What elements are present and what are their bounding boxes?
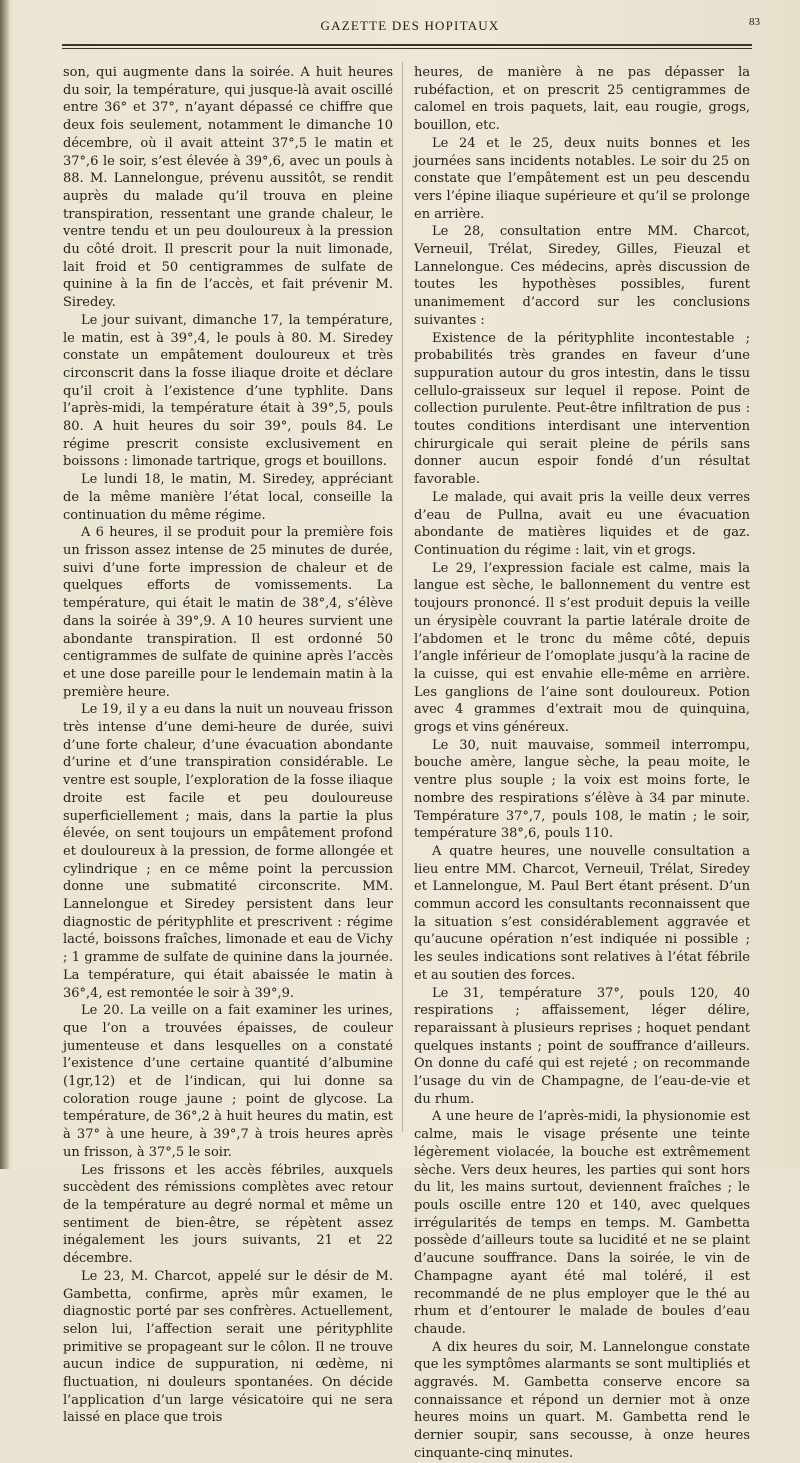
binding-edge	[0, 0, 10, 1169]
paragraph: A quatre heures, une nouvelle consultation a lieu entre MM. Charcot, Verneuil, Trélat, Siredey et Lannelongue, M. Paul Bert étant présent. D’un commun accord les consultants reconnaissent que la situation s’est considérablement aggravée et qu’aucune opération n’est indiquée ni possible ; les seules indications sont relatives à l’état fébrile et au soutien des forces.	[414, 843, 750, 983]
page-header	[60, 18, 760, 42]
paragraph: Le 30, nuit mauvaise, sommeil interrompu, bouche amère, langue sèche, la peau moite, le ventre plus souple ; la voix est moins forte, le nombre des respirations s’élève à 34 par minute. Température 37°,7, pouls 108, le matin ; le soir, température 38°,6, pouls 110.	[414, 737, 750, 842]
paragraph: Le 19, il y a eu dans la nuit un nouveau frisson très intense d’une demi-heure de durée, suivi d’une forte chaleur, d’une évacuation abondante d’urine et d’une transpiration considérable. Le ventre est souple, l’exploration de la fosse iliaque droite est facile et peu douloureuse superficiellement ; mais, dans la partie la plus élevée, on sent toujours un empâtement profond et douloureux à la pression, de forme allongée et cylindrique ; en ce même point la percussion donne une submatité circonscrite. MM. Lannelongue et Siredey persistent dans leur diagnostic de pérityphlite et prescrivent : régime lacté, boissons fraîches, limonade et eau de Vichy ; 1 gramme de sulfate de quinine dans la journée. La température, qui était abaissée le matin à 36°,4, est remontée le soir à 39°,9.	[63, 702, 393, 1001]
paragraph: Le 29, l’expression faciale est calme, mais la langue est sèche, le ballonnement du ventre est toujours prononcé. Il s’est produit depuis la veille un érysipèle couvrant la partie latérale droite de l’abdomen et le tronc du même côté, depuis l’angle inférieur de l’omoplate jusqu’à la racine de la cuisse, qui est envahie elle-même en arrière. Les ganglions de l’aine sont douloureux. Potion avec 4 grammes d’extrait mou de quinquina, grogs et vins généreux.	[414, 560, 750, 736]
paragraph: Le 31, température 37°, pouls 120, 40 respirations ; affaissement, léger délire, reparaissant à plusieurs reprises ; hoquet pendant quelques instants ; point de souffrance d’ailleurs. On donne du café qui est rejeté ; on recommande l’usage du vin de Champagne, de l’eau-de-vie et du rhum.	[414, 985, 750, 1107]
paragraph: Existence de la pérityphlite incontestable ; probabilités très grandes en faveur d’une suppuration autour du gros intestin, dans le tissu cellulo-graisseux sur lequel il repose. Point de collection purulente. Peut-être infiltration de pus : toutes conditions interdisant une intervention chirurgicale qui serait pleine de périls sans donner aucun espoir fondé d’un résultat favorable.	[414, 330, 750, 488]
paragraph: heures, de manière à ne pas dépasser la rubéfaction, et on prescrit 25 centigrammes de calomel en trois paquets, lait, eau rougie, grogs, bouillon, etc.	[414, 65, 750, 134]
paragraph: Le 20. La veille on a fait examiner les urines, que l’on a trouvées épaisses, de couleur jumenteuse et dans lesquelles on a constaté l’existence d’une certaine quantité d’albumine (1gr,12) et de l’indican, qui lui donne sa coloration rouge jaune ; point de glycose. La température, de 36°,2 à huit heures du matin, est à 37° à une heure, à 39°,7 à trois heures après un frisson, à 37°,5 le soir.	[63, 1003, 393, 1160]
paragraph: Le 28, consultation entre MM. Charcot, Verneuil, Trélat, Siredey, Gilles, Fieuzal et Lannelongue. Ces médecins, après discussion de toutes les hypothèses possibles, furent unanimement d’accord sur les conclusions suivantes :	[414, 224, 750, 328]
paragraph: A dix heures du soir, M. Lannelongue constate que les symptômes alarmants se sont multipliés et aggravés. M. Gambetta conserve encore sa connaissance et répond un dernier mot à onze heures moins un quart. M. Gambetta rend le dernier soupir, sans secousse, à onze heures cinquante-cinq minutes.	[414, 1339, 750, 1461]
page-number: 83	[749, 16, 760, 28]
paragraph: Le 24 et le 25, deux nuits bonnes et les journées sans incidents notables. Le soir du 25 on constate que l’empâtement est un peu descendu vers l’épine iliaque supérieure et qu’il se prolonge en arrière.	[414, 135, 750, 222]
paragraph: A une heure de l’après-midi, la physionomie est calme, mais le visage présente une teinte légèrement violacée, la bouche est extrêmement sèche. Vers deux heures, les parties qui sont hors du lit, les mains surtout, deviennent fraîches ; le pouls oscille entre 120 et 140, avec quelques irrégularités de temps en temps. M. Gambetta possède d’ailleurs toute sa lucidité et ne se plaint d’aucune souffrance. Dans la soirée, le vin de Champagne ayant été mal toléré, il est recommandé de ne plus employer que le thé au rhum et d’entourer le malade de boules d’eau chaude.	[414, 1109, 750, 1337]
paragraph: Le 23, M. Charcot, appelé sur le désir de M. Gambetta, confirme, après mûr examen, le diagnostic porté par ses confrères. Actuellement, selon lui, l’affection serait une pérityphlite primitive se propageant sur le côlon. Il ne trouve aucun indice de suppuration, ni œdème, ni fluctuation, ni douleurs spontanées. On décide l’application d’un large vésicatoire qui ne sera laissé en place que trois	[63, 1268, 393, 1426]
column-divider	[402, 62, 403, 1132]
header-rule	[62, 44, 752, 46]
paragraph: Le malade, qui avait pris la veille deux verres d’eau de Pullna, avait eu une évacuation abondante de matières liquides et de gaz. Continuation du régime : lait, vin et grogs.	[414, 489, 750, 558]
left-column	[63, 64, 393, 1427]
paragraph: Le jour suivant, dimanche 17, la température, le matin, est à 39°,4, le pouls à 80. M. Siredey constate un empâtement douloureux et très circonscrit dans la fosse iliaque droite et déclare qu’il croit à l’existence d’une typhlite. Dans l’après-midi, la température était à 39°,5, pouls 80. A huit heures du soir 39°, pouls 84. Le régime prescrit consiste exclusivement en boissons : limonade tartrique, grogs et bouillons.	[63, 312, 393, 470]
paragraph: A 6 heures, il se produit pour la première fois un frisson assez intense de 25 minutes de durée, suivi d’une forte impression de chaleur et de quelques efforts de vomissements. La température, qui était le matin de 38°,4, s’élève dans la soirée à 39°,9. A 10 heures survient une abondante transpiration. Il est ordonné 50 centigrammes de sulfate de quinine après l’accès et une dose pareille pour le lendemain matin à la première heure.	[63, 525, 393, 700]
paragraph: son, qui augmente dans la soirée. A huit heures du soir, la température, qui jusque-là avait oscillé entre 36° et 37°, n’ayant dépassé ce chiffre que deux fois seulement, notamment le dimanche 10 décembre, où il avait atteint 37°,5 le matin et 37°,6 le soir, s’est élevée à 39°,6, avec un pouls à 88. M. Lannelongue, prévenu aussitôt, se rendit auprès du malade qu’il trouva en pleine transpiration, ressentant une grande chaleur, le ventre tendu et un peu douloureux à la pression du côté droit. Il prescrit pour la nuit limonade, lait froid et 50 centigrammes de sulfate de quinine à la fin de l’accès, et fait prévenir M. Siredey.	[63, 65, 393, 311]
paragraph: Le lundi 18, le matin, M. Siredey, appréciant de la même manière l’état local, conseille la continuation du même régime.	[63, 472, 393, 523]
paragraph: Les frissons et les accès fébriles, auxquels succèdent des rémissions complètes avec retour de la température au degré normal et même un sentiment de bien-être, se répètent assez inégalement les jours suivants, 21 et 22 décembre.	[63, 1162, 393, 1267]
header-rule-thin	[62, 48, 752, 49]
right-column	[414, 64, 750, 1463]
running-title: GAZETTE DES HOPITAUX	[320, 18, 500, 33]
